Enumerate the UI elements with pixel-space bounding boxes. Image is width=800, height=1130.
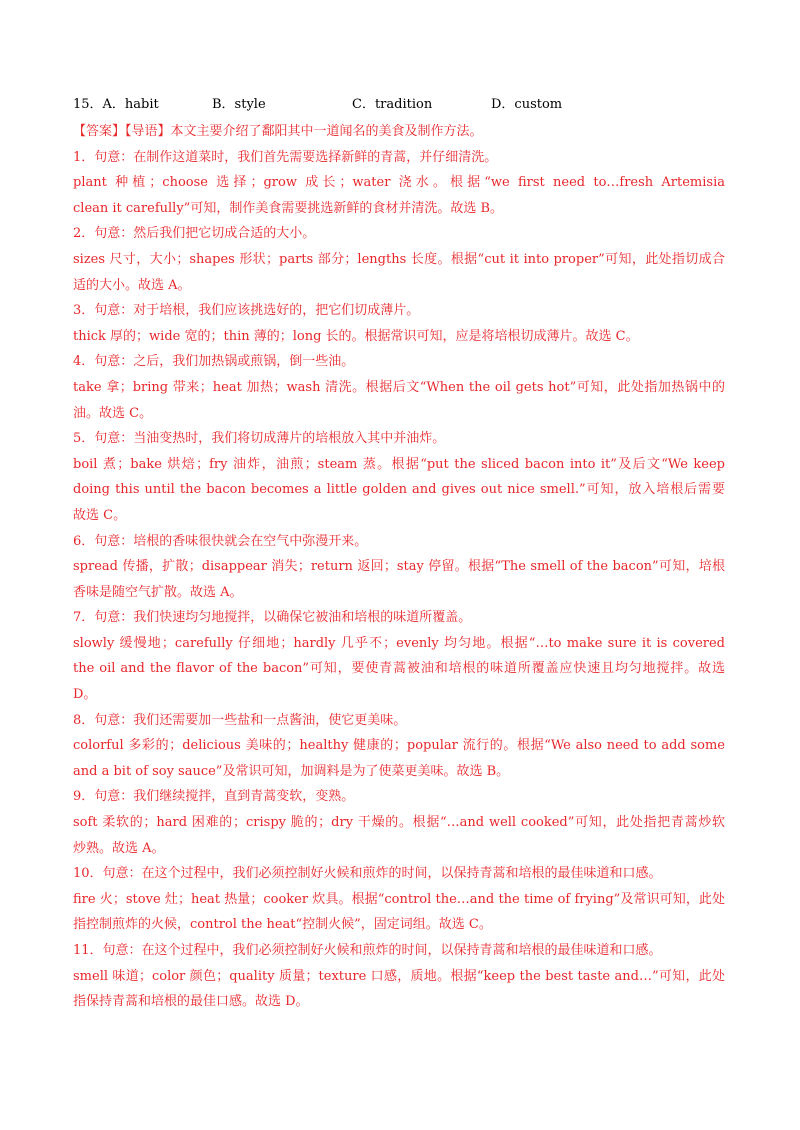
answer-line: plant 种植；choose 选择；grow 成长；water 浇水。根据“we first need to…fresh Artemisia [73, 175, 725, 191]
answer-line: 香味是随空气扩散。故选 A。 [73, 584, 243, 600]
answer-line: 11．句意：在这个过程中，我们必须控制好火候和煎炸的时间，以保持青蒿和培根的最佳味道和口感。 [73, 943, 662, 958]
answer-line: 适的大小。故选 A。 [73, 277, 191, 293]
answer-line: 炒熟。故选 A。 [73, 840, 165, 856]
answer-line: 7．句意：我们快速均匀地搅拌，以确保它被油和培根的味道所覆盖。 [73, 610, 472, 626]
question-15-option-a: 15．A．habit [73, 97, 159, 112]
question-number: 15． [73, 97, 103, 112]
document-page [73, 95, 725, 1015]
answer-line: thick 厚的；wide 宽的；thin 薄的；long 长的。根据常识可知，应是将培根切成薄片。故选 C。 [73, 328, 639, 344]
answer-line: soft 柔软的；hard 困难的；crispy 脆的；dry 干燥的。根据“…and well cooked”可知，此处指把青蒿炒软 [73, 815, 725, 831]
answer-line: 10．句意：在这个过程中，我们必须控制好火候和煎炸的时间，以保持青蒿和培根的最佳味道和口感。 [73, 866, 662, 882]
answer-line: 指保持青蒿和培根的最佳口感。故选 D。 [73, 994, 309, 1010]
answer-line: 故选 C。 [73, 507, 127, 523]
answer-line: 4．句意：之后，我们加热锅或煎锅，倒一些油。 [73, 354, 355, 370]
answer-line: 8．句意：我们还需要加一些盐和一点酱油，使它更美味。 [73, 712, 407, 728]
answer-line: 油。故选 C。 [73, 405, 153, 421]
answer-line: the oil and the flavor of the bacon”可知，要使青蒿被油和培根的味道所覆盖应快速且均匀地搅拌。故选 [73, 661, 725, 677]
answer-line: 3．句意：对于培根，我们应该挑选好的，把它们切成薄片。 [73, 303, 420, 319]
answer-explanation [73, 119, 725, 1015]
answer-line: clean it carefully”可知，制作美食需要挑选新鲜的食材并清洗。故选 B。 [73, 200, 504, 216]
answer-line: slowly 缓慢地；carefully 仔细地；hardly 几乎不；evenly 均匀地。根据“…to make sure it is covered [73, 635, 725, 651]
answer-line: sizes 尺寸，大小；shapes 形状；parts 部分；lengths 长度。根据“cut it into proper”可知，此处指切成合 [73, 251, 725, 267]
answer-line: 6．句意：培根的香味很快就会在空气中弥漫开来。 [73, 533, 368, 549]
answer-line: fire 火；stove 灶；heat 热量；cooker 炊具。根据“control the…and the time of frying”及常识可知，此处 [73, 891, 725, 907]
question-15-option-c: C．tradition [352, 97, 433, 112]
answer-line: 2．句意：然后我们把它切成合适的大小。 [73, 226, 316, 242]
question-15-option-b: B．style [212, 97, 266, 112]
answer-line: and a bit of soy sauce”及常识可知，加调料是为了使菜更美味。故选 B。 [73, 763, 510, 779]
answer-line: 指控制煎炸的火候，control the heat“控制火候”，固定词组。故选 C。 [73, 917, 492, 933]
answer-line: 9．句意：我们继续搅拌，直到青蒿变软，变熟。 [73, 789, 355, 805]
answer-line: colorful 多彩的；delicious 美味的；healthy 健康的；popular 流行的。根据“We also need to add some [73, 738, 725, 754]
answer-line: 1．句意：在制作这道菜时，我们首先需要选择新鲜的青蒿，并仔细清洗。 [73, 149, 498, 165]
answer-line: 5．句意：当油变热时，我们将切成薄片的培根放入其中并油炸。 [73, 431, 446, 447]
answer-line: smell 味道；color 颜色；quality 质量；texture 口感，质地。根据“keep the best taste and…”可知，此处 [73, 968, 725, 984]
answer-line: spread 传播，扩散；disappear 消失；return 返回；stay 停留。根据“The smell of the bacon”可知，培根 [73, 559, 725, 575]
answer-lines [73, 145, 725, 1015]
answer-line: take 拿；bring 带来；heat 加热；wash 清洗。根据后文“When the oil gets hot”可知，此处指加热锅中的 [73, 379, 725, 395]
answer-line: doing this until the bacon becomes a little golden and gives out nice smell.”可知，放入培根后需要 [73, 482, 725, 498]
answer-header: 【答案】【导语】本文主要介绍了鄱阳其中一道闻名的美食及制作方法。 [73, 124, 483, 139]
answer-line: D。 [73, 687, 97, 703]
question-15-options [73, 95, 725, 115]
question-15-option-d: D．custom [491, 97, 563, 112]
answer-line: boil 煮；bake 烘焙；fry 油炸，油煎；steam 蒸。根据“put the sliced bacon into it”及后文“We keep [73, 456, 725, 472]
